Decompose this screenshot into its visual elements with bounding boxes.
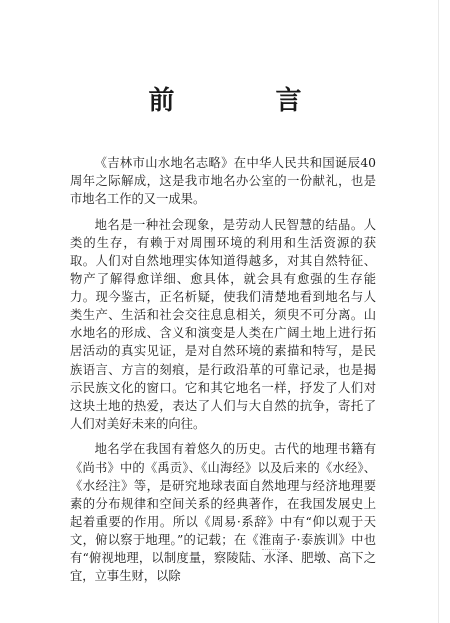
page-edge bbox=[438, 0, 439, 623]
page-title: 前 言 bbox=[148, 86, 348, 116]
body-text bbox=[70, 154, 376, 593]
paragraph-2: 地名是一种社会现象，是劳动人民智慧的结晶。人类的生存，有赖于对周围环境的利用和生活资源的获取。人们对自然地理实体知道得越多，对其自然特征、物产了解得愈详细、愈具体，就会具有愈强的生存能力。现今鉴古，正名析疑，使我们清楚地看到地名与人类生产、生活和社会交往息息相关，须臾不可分离。山水地名的形成、含义和演变是人类在广阔土地上进行拓居活动的真实见证，是对自然环境的素描和特写，是民族语言、方言的刻痕，是行政沿革的可靠记录，也是揭示民族文化的窗口。它和其它地名一样，抒发了人们对这块土地的热爱，表达了人们与大自然的抗争，寄托了人们对美好未来的向往。 bbox=[70, 217, 376, 431]
paragraph-1: 《吉林市山水地名志略》在中华人民共和国诞辰40周年之际解成，这是我市地名办公室的一份献礼，也是市地名工作的又一成果。 bbox=[70, 156, 376, 207]
paragraph-3: 地名学在我国有着悠久的历史。古代的地理书籍有《尚书》中的《禹贡》、《山海经》以及后来的《水经》、《水经注》等，是研究地球表面自然地理与经济地理要素的分布规律和空间关系的经典著作，在我国发展史上起着重要的作用。所以《周易·系辞》中有“仰以观于天文，俯以察于地理。”的记载；在《淮南子·泰族训》中也有“俯视地理，以制度量，察陵陆、水泽、肥墩、高下之宜，立事生财，以除 bbox=[70, 442, 376, 584]
scan-mark bbox=[262, 549, 282, 552]
